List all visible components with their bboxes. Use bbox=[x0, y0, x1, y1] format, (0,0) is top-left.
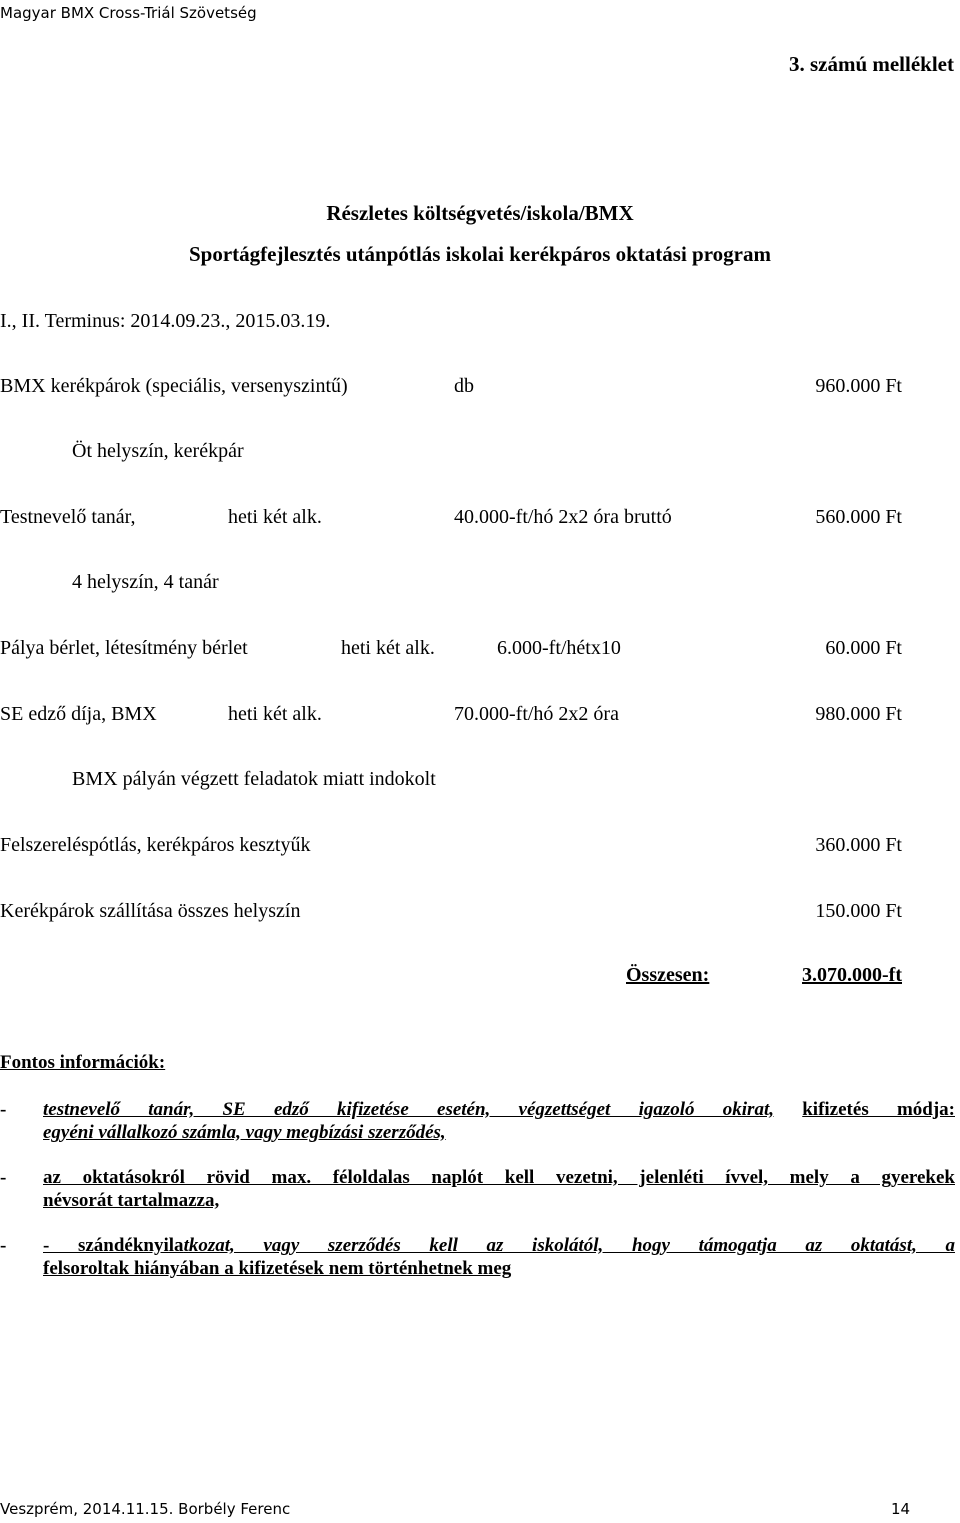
notes-title: Fontos információk: bbox=[0, 1052, 166, 1073]
page-number: 14 bbox=[891, 1500, 911, 1518]
row-rent-name: Pálya bérlet, létesítmény bérlet bbox=[0, 637, 248, 659]
row-teacher-rate: 40.000-ft/hó 2x2 óra bruttó bbox=[454, 506, 672, 528]
annex-label: 3. számú melléklet bbox=[788, 52, 954, 76]
row-transport-amount: 150.000 Ft bbox=[815, 900, 902, 922]
row-teacher-note: 4 helyszín, 4 tanár bbox=[72, 571, 219, 593]
row-transport-name: Kerékpárok szállítása összes helyszín bbox=[0, 900, 301, 922]
row-teacher-name: Testnevelő tanár, bbox=[0, 506, 136, 528]
note-3-italic: tkozat, vagy szerződés kell az iskolától, hogy támogatja az oktatást, a bbox=[183, 1235, 955, 1256]
note-1-rest: kifizetés módja: bbox=[802, 1099, 955, 1120]
note-1-italic: testnevelő tanár, SE edző kifizetése esetén, végzettséget igazoló okirat, bbox=[43, 1099, 774, 1120]
header-org: Magyar BMX Cross-Triál Szövetség bbox=[0, 4, 257, 22]
total-amount: 3.070.000-ft bbox=[802, 964, 902, 986]
row-bikes-name: BMX kerékpárok (speciális, versenyszintű) bbox=[0, 375, 348, 397]
footer-left: Veszprém, 2014.11.15. Borbély Ferenc bbox=[0, 1500, 291, 1518]
note-dash: - bbox=[0, 1235, 7, 1256]
note-3-line2: felsoroltak hiányában a kifizetések nem történhetnek meg bbox=[43, 1258, 512, 1279]
row-bikes-note: Öt helyszín, kerékpár bbox=[72, 440, 244, 462]
row-bikes-unit: db bbox=[454, 375, 474, 397]
note-1-line2: egyéni vállalkozó számla, vagy megbízási szerződés, bbox=[43, 1122, 446, 1143]
row-coach-name: SE edző díja, BMX bbox=[0, 703, 157, 725]
note-dash: - bbox=[0, 1167, 7, 1188]
note-2-line1: az oktatásokról rövid max. féloldalas naplót kell vezetni, jelenléti ívvel, mely a gyerekek bbox=[43, 1167, 955, 1188]
term-dates: I., II. Terminus: 2014.09.23., 2015.03.19. bbox=[0, 310, 331, 332]
row-rent-amount: 60.000 Ft bbox=[825, 637, 902, 659]
row-teacher-freq: heti két alk. bbox=[228, 506, 322, 528]
row-equipment-name: Felszereléspótlás, kerékpáros kesztyűk bbox=[0, 834, 311, 856]
row-coach-note: BMX pályán végzett feladatok miatt indokolt bbox=[72, 768, 436, 790]
row-coach-freq: heti két alk. bbox=[228, 703, 322, 725]
note-dash: - bbox=[0, 1099, 7, 1120]
row-equipment-amount: 360.000 Ft bbox=[815, 834, 902, 856]
row-coach-amount: 980.000 Ft bbox=[815, 703, 902, 725]
note-3-start: - szándéknyila bbox=[43, 1235, 184, 1256]
document-title: Részletes költségvetés/iskola/BMX bbox=[326, 201, 634, 225]
row-teacher-amount: 560.000 Ft bbox=[815, 506, 902, 528]
row-coach-rate: 70.000-ft/hó 2x2 óra bbox=[454, 703, 619, 725]
row-bikes-amount: 960.000 Ft bbox=[815, 375, 902, 397]
document-subtitle: Sportágfejlesztés utánpótlás iskolai kerékpáros oktatási program bbox=[189, 242, 771, 266]
row-rent-rate: 6.000-ft/hétx10 bbox=[497, 637, 621, 659]
note-2-line2: névsorát tartalmazza, bbox=[43, 1190, 220, 1211]
total-label: Összesen: bbox=[626, 964, 710, 986]
row-rent-freq: heti két alk. bbox=[341, 637, 435, 659]
